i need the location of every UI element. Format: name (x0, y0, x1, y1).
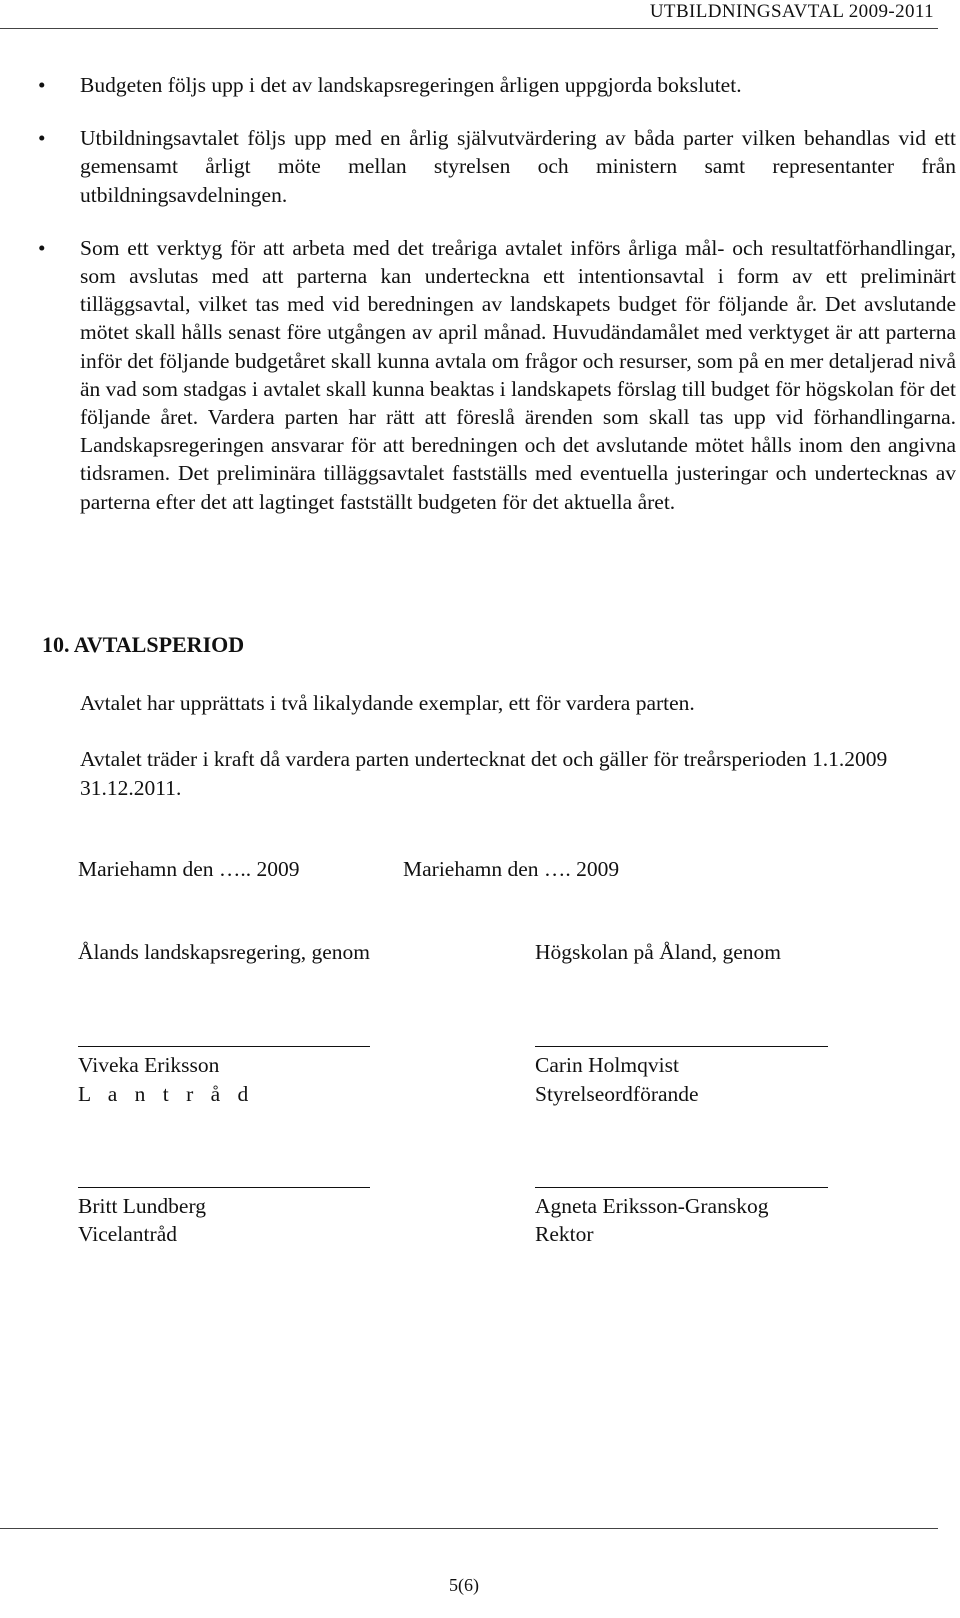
document-title: UTBILDNINGSAVTAL 2009-2011 (649, 1, 934, 22)
bullet-icon: • (38, 235, 46, 260)
signature-line (535, 1187, 828, 1188)
agreement-copies-paragraph: Avtalet har upprättats i två likalydande exemplar, ett för vardera parten. (80, 691, 695, 715)
bullet-text: Utbildningsavtalet följs upp med en årlig självutvärdering av båda parter vilken behandlas vid ett gemensamt årligt möte mellan styrelsen och ministern samt representanter från utbildningsavdelningen. (80, 126, 956, 207)
bullet-text: Budgeten följs upp i det av landskapsregeringen årligen uppgjorda bokslutet. (80, 73, 742, 97)
agreement-period-paragraph: Avtalet träder i kraft då vardera parten undertecknat det och gäller för treårsperioden 1.1.2009 31.12.2011. (80, 747, 888, 800)
signature-line (78, 1046, 370, 1047)
bullet-item-budget (38, 71, 956, 99)
bullet-icon: • (38, 126, 46, 151)
page-number: 5(6) (449, 1575, 479, 1595)
signatory-role: Rektor (535, 1222, 594, 1246)
party-right: Högskolan på Åland, genom (535, 940, 782, 964)
party-left: Ålands landskapsregering, genom (78, 940, 370, 964)
signatory-name: Britt Lundberg (78, 1194, 206, 1218)
signature-line (78, 1187, 370, 1188)
signatory-name: Agneta Eriksson-Granskog (535, 1194, 769, 1218)
bullet-item-negotiations (38, 234, 956, 516)
page-footer (0, 1528, 938, 1618)
signatory-name: Viveka Eriksson (78, 1053, 220, 1077)
bullet-list (0, 71, 960, 541)
bullet-item-self-evaluation (38, 124, 956, 209)
place-date-right: Mariehamn den …. 2009 (403, 857, 620, 881)
page-header (0, 0, 938, 29)
signatory-name: Carin Holmqvist (535, 1053, 679, 1077)
signatory-role: Vicelantråd (78, 1222, 177, 1246)
signatory-role: Styrelseordförande (535, 1082, 699, 1106)
signatory-role: L a n t r å d (78, 1082, 255, 1106)
place-date-left: Mariehamn den ….. 2009 (78, 857, 300, 881)
section-heading: 10. AVTALSPERIOD (42, 632, 245, 657)
bullet-icon: • (38, 73, 46, 97)
signature-line (535, 1046, 828, 1047)
bullet-text: Som ett verktyg för att arbeta med det treåriga avtalet införs årliga mål- och resultatförhandlingar, som avslutas med att parterna kan underteckna ett intentionsavtal i form av ett preliminärt tilläggsavtal, vilket tas med vid beredningen av landskapets budget för följande år. Det avslutande mötet skall hålls senast före utgången av april månad. Huvudändamålet med verktyget är att parterna inför det följande budgetåret skall kunna avtala om frågor och resurser, som på en mer detaljerad nivå än vad som stadgas i avtalet skall kunna beaktas i landskapets förslag till budget för högskolan för det följande året. Vardera parten har rätt att föreslå ärenden som skall tas upp vid förhandlingarna. Landskapsregeringen ansvarar för att beredningen och det avslutande mötet hålls inom den angivna tidsramen. Det preliminära tilläggsavtalet fastställs med eventuella justeringar och undertecknas av parterna efter det att lagtinget fastställt budgeten för det aktuella året. (80, 235, 956, 514)
